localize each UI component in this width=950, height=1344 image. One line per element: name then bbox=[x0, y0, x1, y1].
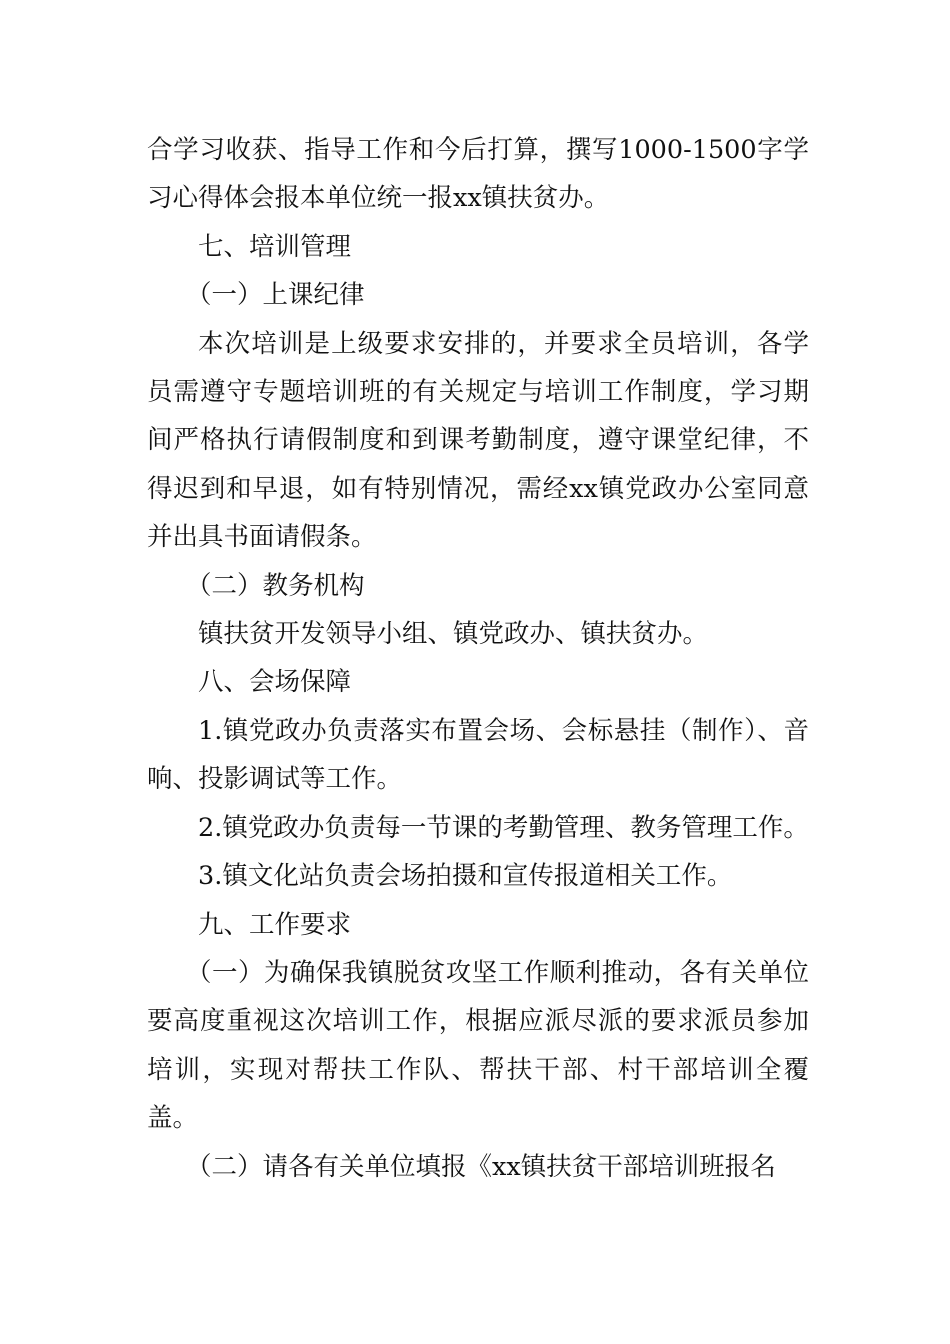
list-item-venue-3: 3.镇文化站负责会场拍摄和宣传报道相关工作。 bbox=[198, 861, 733, 892]
paragraph-teaching-institution: 镇扶贫开发领导小组、镇党政办、镇扶贫办。 bbox=[198, 619, 709, 650]
heading-training-management: 七、培训管理 bbox=[198, 231, 352, 262]
heading-work-requirements: 九、工作要求 bbox=[198, 909, 352, 940]
paragraph-requirement-1: （一）为确保我镇脱贫攻坚工作顺利推动，各有关单位要高度重视这次培训工作，根据应派尽派的要求派员参加培训，实现对帮扶工作队、帮扶干部、村干部培训全覆盖。 bbox=[147, 957, 809, 1134]
document-body bbox=[147, 126, 809, 1191]
paragraph-requirement-2: （二）请各有关单位填报《xx镇扶贫干部培训班报名 bbox=[186, 1151, 776, 1182]
list-item-venue-2: 2.镇党政办负责每一节课的考勤管理、教务管理工作。 bbox=[198, 812, 809, 843]
list-item-venue-1: 1.镇党政办负责落实布置会场、会标悬挂（制作）、音响、投影调试等工作。 bbox=[147, 715, 809, 795]
paragraph-class-discipline: 本次培训是上级要求安排的，并要求全员培训，各学员需遵守专题培训班的有关规定与培训工作制度，学习期间严格执行请假制度和到课考勤制度，遵守课堂纪律，不得迟到和早退，如有特别情况，需经xx镇党政办公室同意并出具书面请假条。 bbox=[147, 328, 809, 553]
subheading-teaching-institution: （二）教务机构 bbox=[186, 570, 365, 601]
heading-venue-support: 八、会场保障 bbox=[198, 667, 352, 698]
subheading-class-discipline: （一）上课纪律 bbox=[186, 280, 365, 311]
paragraph-study-report: 合学习收获、指导工作和今后打算，撰写1000-1500字学习心得体会报本单位统一报xx镇扶贫办。 bbox=[147, 135, 809, 214]
